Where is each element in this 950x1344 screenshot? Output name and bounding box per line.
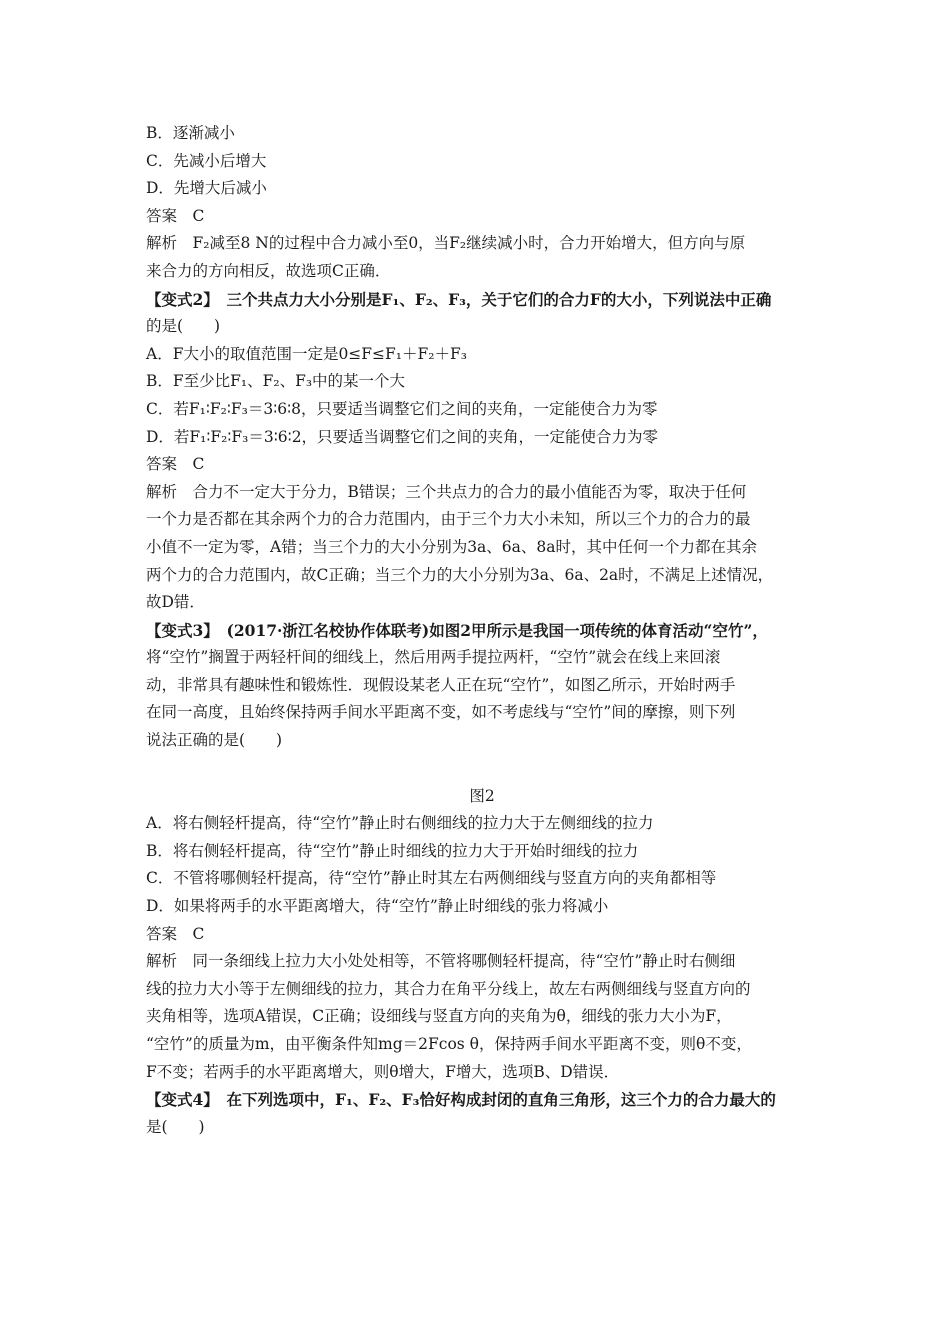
variant-2-question: 【变式2】 三个共点力大小分别是F₁、F₂、F₃，关于它们的合力F的大小，下列说法中正确 bbox=[146, 289, 772, 309]
document-body bbox=[146, 120, 818, 1141]
variant-3-question: 在同一高度，且始终保持两手间水平距离不变，如不考虑线与“空竹”间的摩擦，则下列 bbox=[146, 703, 736, 722]
variant-4-question: 是( ) bbox=[146, 1117, 205, 1136]
variant-3-question: 动，非常具有趣味性和锻炼性．现假设某老人正在玩“空竹”，如图乙所示，开始时两手 bbox=[146, 675, 736, 694]
analysis-line: 线的拉力大小等于左侧细线的拉力，其合力在角平分线上，故左右两侧细线与竖直方向的 bbox=[146, 979, 751, 998]
option-a-line: A．将右侧轻杆提高，待“空竹”静止时右侧细线的拉力大于左侧细线的拉力 bbox=[146, 814, 654, 833]
analysis-line: 夹角相等，选项A错误，C正确；设细线与竖直方向的夹角为θ，细线的张力大小为F， bbox=[146, 1007, 732, 1026]
option-a-line: A．F大小的取值范围一定是0≤F≤F₁＋F₂＋F₃ bbox=[146, 344, 467, 363]
option-b-line: B．F至少比F₁、F₂、F₃中的某一个大 bbox=[146, 372, 406, 391]
analysis-line: 解析 合力不一定大于分力，B错误；三个共点力的合力的最小值能否为零，取决于任何 bbox=[146, 482, 747, 501]
variant-3-question: 【变式3】 (2017·浙江名校协作体联考)如图2甲所示是我国一项传统的体育活动“空竹”， bbox=[146, 620, 768, 640]
answer-line: 答案 C bbox=[146, 455, 205, 474]
option-d-line: D．如果将两手的水平距离增大，待“空竹”静止时细线的张力将减小 bbox=[146, 897, 609, 916]
figure-caption: 图2 bbox=[469, 786, 495, 805]
analysis-line: 解析 F₂减至8 N的过程中合力减小至0，当F₂继续减小时，合力开始增大，但方向与原 bbox=[146, 234, 746, 253]
variant-4-question: 【变式4】 在下列选项中，F₁、F₂、F₃恰好构成封闭的直角三角形，这三个力的合力最大的 bbox=[146, 1090, 776, 1110]
analysis-line: 解析 同一条细线上拉力大小处处相等，不管将哪侧轻杆提高，待“空竹”静止时右侧细 bbox=[146, 952, 736, 971]
answer-line: 答案 C bbox=[146, 206, 205, 225]
answer-line: 答案 C bbox=[146, 924, 205, 943]
variant-3-question: 将“空竹”搁置于两轻杆间的细线上，然后用两手提拉两杆，“空竹”就会在线上来回滚 bbox=[146, 648, 721, 667]
variant-2-question: 的是( ) bbox=[146, 317, 221, 336]
option-d-line: D．先增大后减小 bbox=[146, 179, 267, 198]
option-c-line: C．不管将哪侧轻杆提高，待“空竹”静止时其左右两侧细线与竖直方向的夹角都相等 bbox=[146, 869, 717, 888]
option-c-line: C．若F₁∶F₂∶F₃＝3∶6∶8，只要适当调整它们之间的夹角，一定能使合力为零 bbox=[146, 399, 658, 418]
analysis-line: 来合力的方向相反，故选项C正确． bbox=[146, 261, 391, 280]
analysis-line: F不变；若两手的水平距离增大，则θ增大，F增大，选项B、D错误． bbox=[146, 1062, 620, 1081]
option-c-line: C．先减小后增大 bbox=[146, 151, 267, 170]
analysis-line: 一个力是否都在其余两个力的合力范围内，由于三个力大小未知，所以三个力的合力的最 bbox=[146, 510, 751, 529]
analysis-line: 小值不一定为零，A错；当三个力的大小分别为3a、6a、8a时，其中任何一个力都在其余 bbox=[146, 537, 758, 556]
analysis-line: 故D错． bbox=[146, 593, 205, 612]
option-b-line: B．逐渐减小 bbox=[146, 124, 235, 142]
variant-3-question: 说法正确的是( ) bbox=[146, 731, 283, 750]
option-b-line: B．将右侧轻杆提高，待“空竹”静止时细线的拉力大于开始时细线的拉力 bbox=[146, 841, 639, 860]
option-d-line: D．若F₁∶F₂∶F₃＝3∶6∶2，只要适当调整它们之间的夹角，一定能使合力为零 bbox=[146, 427, 659, 446]
analysis-line: “空竹”的质量为m，由平衡条件知mg＝2Fcos θ，保持两手间水平距离不变，则θ不变， bbox=[146, 1035, 752, 1053]
analysis-line: 两个力的合力范围内，故C正确；当三个力的大小分别为3a、6a、2a时，不满足上述情况， bbox=[146, 565, 774, 584]
figure-area bbox=[146, 755, 818, 783]
